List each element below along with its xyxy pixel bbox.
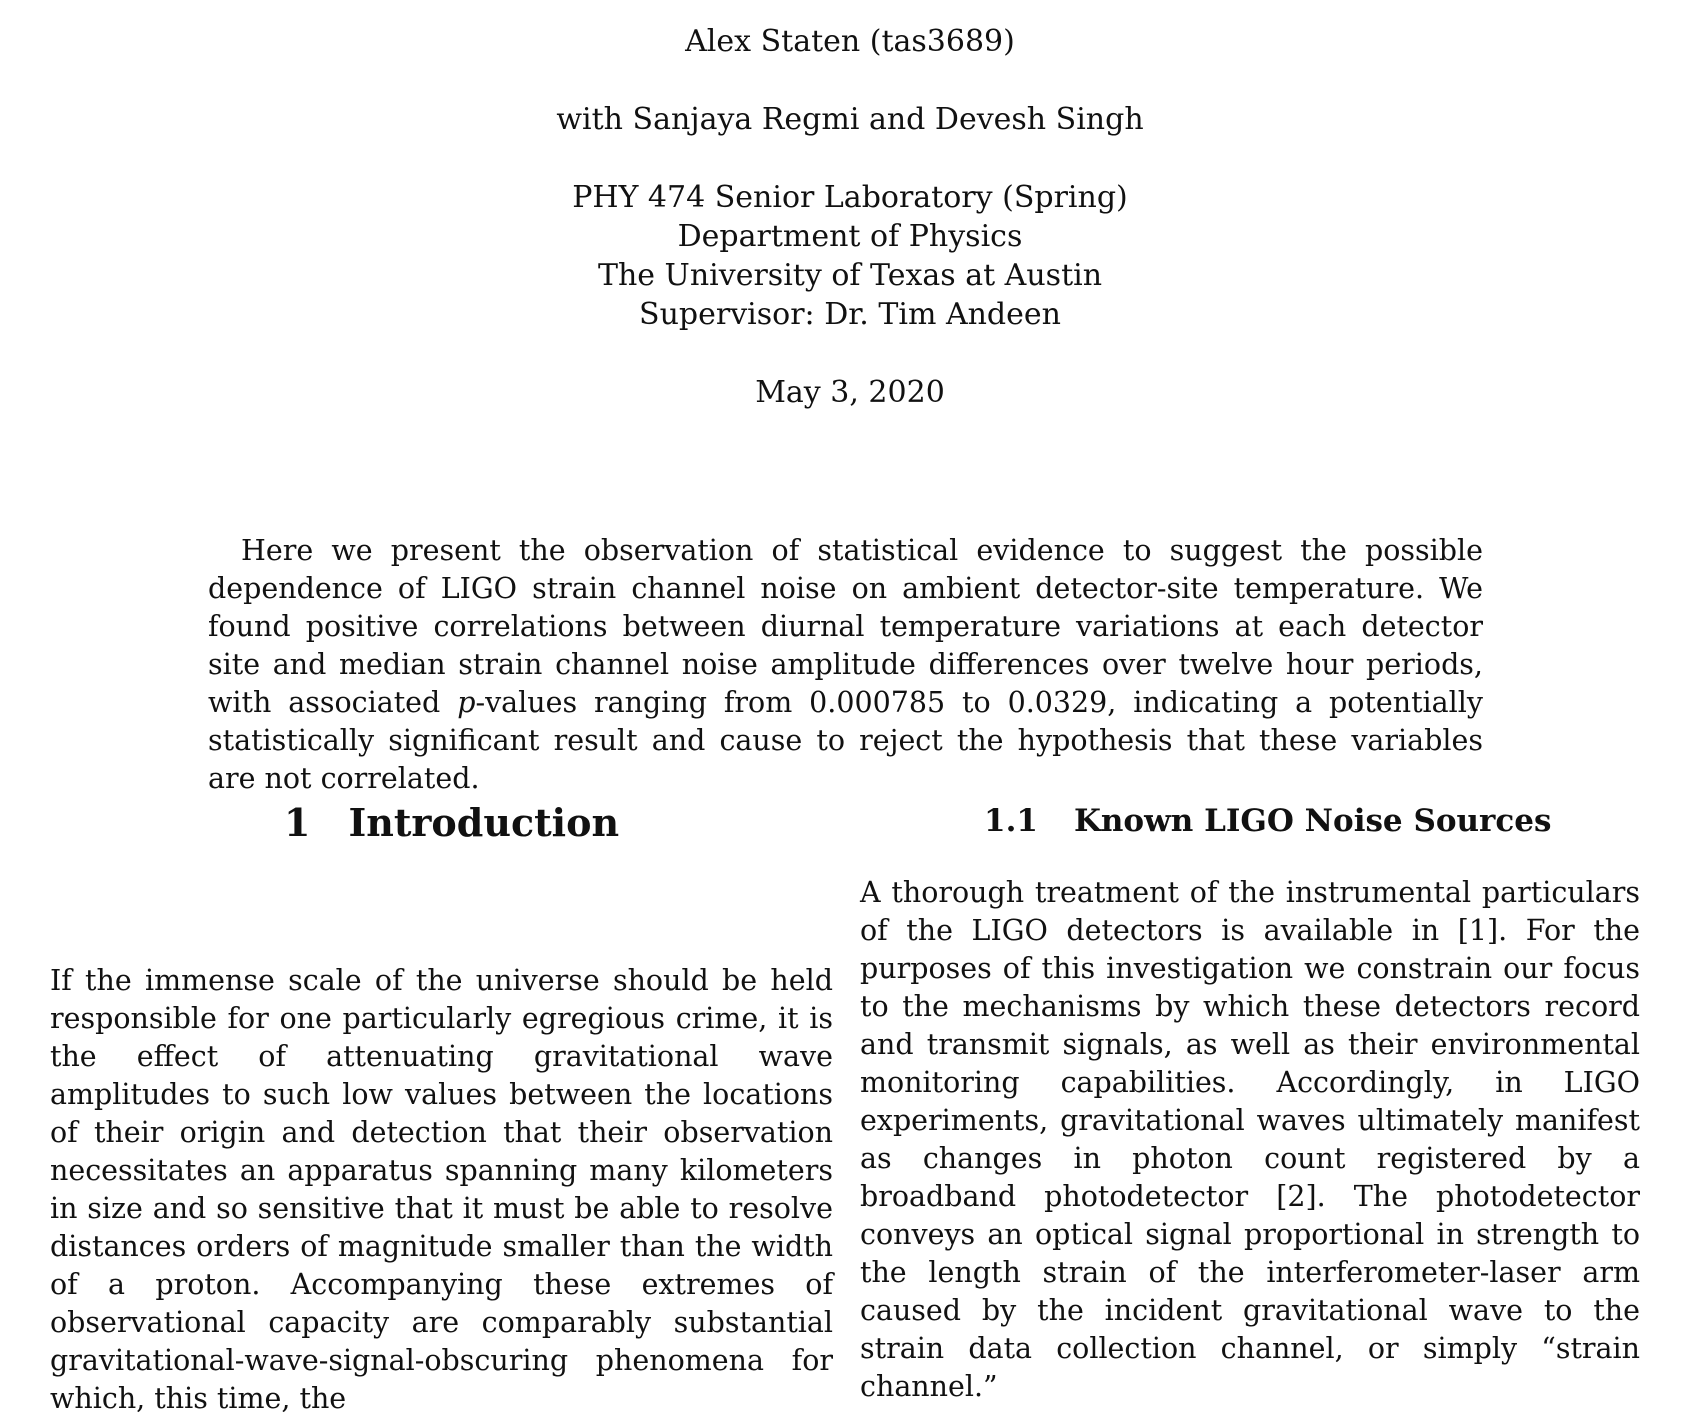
introduction-paragraph: If the immense scale of the universe should be held responsible for one particularly egregious crime, it is the effect of attenuating gravitational wave amplitudes to such low values between the locations of their origin and detection that their observation necessitates an apparatus spanning many kilometers in size and so sensitive that it must be able to resolve distances orders of magnitude smaller than the width of a proton. Accompanying these extremes of observational capacity are comparably substantial gravitational-wave-signal-obscuring phenomena for which, this time, the [50,964,833,1415]
subsection-heading-noise-sources [984,803,1551,839]
subsection-title: Known LIGO Noise Sources [1073,803,1552,839]
abstract-part-1: Here we present the observation of statistical evidence to suggest the possible dependence of LIGO strain channel noise on ambient detector-site temperature. We found positive correlations between diurnal temperature variations at each detector site and median strain channel noise amplitude differences over twelve hour periods, with associated [208,534,1483,719]
department: Department of Physics [677,219,1023,254]
course-name: PHY 474 Senior Laboratory (Spring) [572,180,1128,215]
section-title: Introduction [348,800,620,845]
abstract-text [208,532,1483,798]
section-heading-introduction [284,800,619,845]
abstract [208,532,1483,798]
university: The University of Texas at Austin [597,258,1103,293]
abstract-part-2: -values ranging from 0.000785 to 0.0329, indicating a potentially statistically significant result and cause to reject the hypothesis that these variables are not correlated. [208,686,1483,795]
supervisor: Supervisor: Dr. Tim Andeen [639,297,1061,332]
section-number: 1 [284,800,311,845]
p-symbol: p [457,686,476,719]
author: Alex Staten (tas3689) [685,24,1015,59]
date: May 3, 2020 [755,375,945,410]
collaborators: with Sanjaya Regmi and Devesh Singh [556,102,1144,137]
noise-sources-paragraph: A thorough treatment of the instrumental particulars of the LIGO detectors is available in [1]. For the purposes of this investigation we constrain our focus to the mechanisms by which these detectors record and transmit signals, as well as their environmental monitoring capabilities. Accordingly, in LIGO experiments, gravitational waves ultimately manifest as changes in photon count registered by a broadband photodetector [2]. The photodetector conveys an optical signal proportional in strength to the length strain of the interferometer-laser arm caused by the incident gravitational wave to the strain data collection channel, or simply “strain channel.” [860,876,1640,1403]
introduction-body [50,962,833,1418]
subsection-number: 1.1 [984,803,1038,839]
noise-sources-body [860,874,1640,1406]
